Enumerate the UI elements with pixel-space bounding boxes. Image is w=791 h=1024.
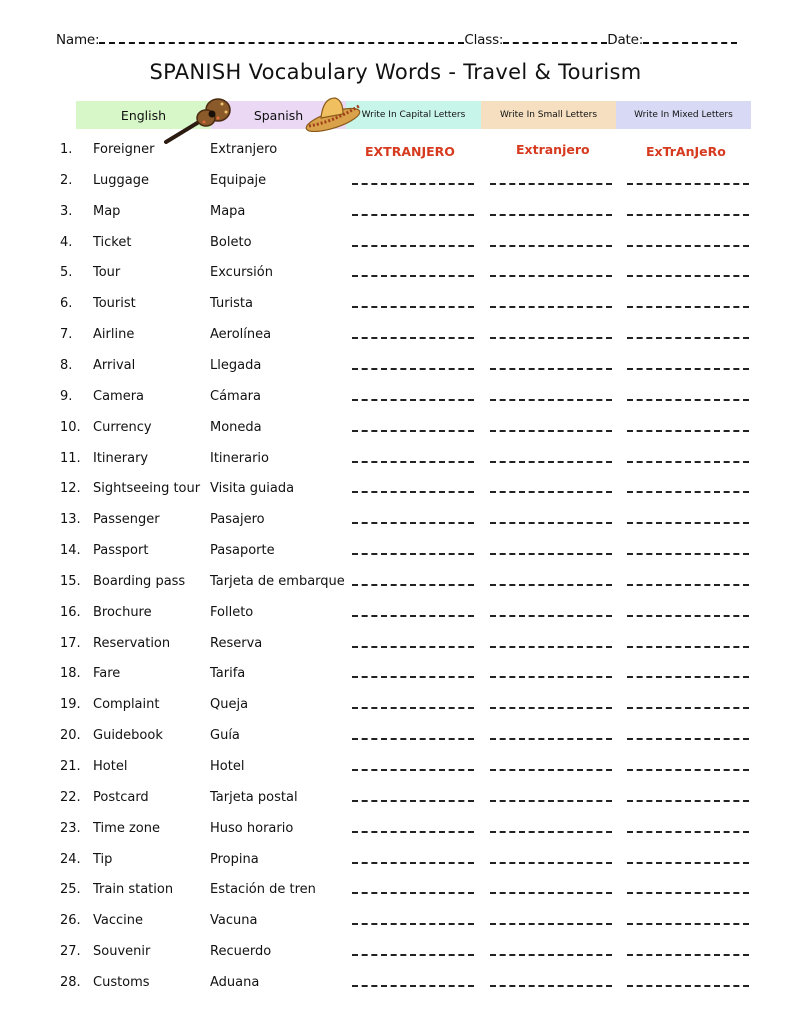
english-word: Passenger bbox=[93, 512, 160, 528]
spanish-word: Aerolínea bbox=[210, 327, 272, 343]
write-mixed-blank[interactable] bbox=[627, 553, 749, 555]
vocab-row bbox=[0, 420, 791, 442]
spanish-word: Folleto bbox=[210, 604, 254, 620]
vocab-row bbox=[0, 728, 791, 750]
name-field[interactable] bbox=[99, 32, 464, 44]
write-mixed-blank[interactable] bbox=[627, 954, 749, 956]
item-number: 7. bbox=[60, 327, 73, 343]
english-word: Map bbox=[93, 203, 121, 219]
vocab-row bbox=[0, 852, 791, 874]
english-word: Sightseeing tour bbox=[93, 481, 201, 497]
write-mixed-blank[interactable] bbox=[627, 183, 749, 185]
english-word: Hotel bbox=[93, 759, 128, 774]
english-word: Passport bbox=[93, 543, 149, 559]
write-capital-blank[interactable] bbox=[352, 337, 474, 339]
english-word: Postcard bbox=[93, 789, 149, 805]
vocab-row bbox=[0, 265, 791, 287]
spanish-word: Turista bbox=[210, 296, 253, 312]
english-word: Foreigner bbox=[93, 142, 155, 157]
vocab-row bbox=[0, 296, 791, 318]
write-small-blank[interactable] bbox=[490, 831, 612, 833]
page-title: SPANISH Vocabulary Words - Travel & Tourism bbox=[149, 60, 642, 84]
write-capital-blank[interactable] bbox=[352, 461, 474, 463]
write-mixed-blank[interactable] bbox=[627, 337, 749, 339]
column-header-label: English bbox=[120, 107, 167, 123]
write-capital-blank[interactable] bbox=[352, 676, 474, 678]
write-small-blank[interactable] bbox=[490, 738, 612, 740]
write-mixed-blank[interactable] bbox=[627, 522, 749, 524]
write-capital-blank[interactable] bbox=[352, 800, 474, 802]
column-header-label: Write In Capital Letters bbox=[361, 110, 466, 120]
write-small-blank[interactable] bbox=[490, 584, 612, 586]
vocab-row bbox=[0, 790, 791, 812]
write-mixed-blank[interactable] bbox=[627, 800, 749, 802]
write-capital-blank[interactable] bbox=[352, 738, 474, 740]
write-small-blank[interactable] bbox=[490, 461, 612, 463]
spanish-word: Reserva bbox=[210, 635, 263, 651]
write-small-blank[interactable] bbox=[490, 800, 612, 802]
item-number: 6. bbox=[60, 296, 73, 312]
write-capital-blank[interactable] bbox=[352, 368, 474, 370]
sombrero-icon bbox=[303, 92, 363, 132]
english-word: Tourist bbox=[93, 296, 136, 312]
spanish-word: Propina bbox=[210, 851, 259, 867]
write-small-blank[interactable] bbox=[490, 923, 612, 925]
write-mixed-blank[interactable] bbox=[627, 985, 749, 987]
spanish-word: Llegada bbox=[210, 357, 262, 373]
column-header-label: Write In Small Letters bbox=[499, 110, 598, 120]
spanish-word: Aduana bbox=[210, 974, 260, 990]
item-number: 3. bbox=[60, 203, 73, 219]
vocab-row bbox=[0, 204, 791, 226]
spanish-word: Recuerdo bbox=[210, 944, 272, 960]
write-small-blank[interactable] bbox=[490, 553, 612, 555]
item-number: 25. bbox=[60, 882, 81, 898]
write-mixed-blank[interactable] bbox=[627, 707, 749, 709]
write-capital-blank[interactable] bbox=[352, 769, 474, 771]
write-capital-blank[interactable] bbox=[352, 183, 474, 185]
english-word: Guidebook bbox=[93, 728, 163, 744]
write-capital-blank[interactable] bbox=[352, 985, 474, 987]
guitar-icon bbox=[160, 92, 240, 148]
column-header-write-in-mixed-letters bbox=[616, 101, 751, 129]
item-number: 18. bbox=[60, 666, 81, 682]
column-header-label: Write In Mixed Letters bbox=[634, 110, 733, 120]
vocab-row bbox=[0, 975, 791, 997]
english-word: Souvenir bbox=[93, 944, 151, 960]
write-capital-blank[interactable] bbox=[352, 584, 474, 586]
write-small-blank[interactable] bbox=[490, 337, 612, 339]
name-label: Name: bbox=[56, 32, 100, 48]
column-header-write-in-capital-letters bbox=[346, 101, 481, 129]
write-capital-blank[interactable] bbox=[352, 430, 474, 432]
english-word: Brochure bbox=[93, 604, 152, 620]
spanish-word: Equipaje bbox=[210, 172, 267, 188]
write-capital-blank[interactable] bbox=[352, 553, 474, 555]
write-capital-blank[interactable] bbox=[352, 491, 474, 493]
item-number: 20. bbox=[60, 728, 81, 744]
item-number: 14. bbox=[60, 543, 81, 559]
write-mixed-blank[interactable] bbox=[627, 831, 749, 833]
write-mixed-blank[interactable] bbox=[627, 676, 749, 678]
vocab-row bbox=[0, 327, 791, 349]
spanish-word: Itinerario bbox=[210, 450, 270, 466]
write-small-blank[interactable] bbox=[490, 985, 612, 987]
class-field[interactable] bbox=[503, 32, 607, 44]
spanish-word: Hotel bbox=[210, 759, 245, 774]
write-mixed-blank[interactable] bbox=[627, 646, 749, 648]
write-small-blank[interactable] bbox=[490, 491, 612, 493]
spanish-word: Tarjeta postal bbox=[210, 789, 298, 805]
item-number: 26. bbox=[60, 913, 81, 929]
write-small-blank[interactable] bbox=[490, 430, 612, 432]
english-word: Tip bbox=[93, 851, 113, 867]
english-word: Luggage bbox=[93, 172, 149, 188]
write-mixed-blank[interactable] bbox=[627, 892, 749, 894]
write-small-blank[interactable] bbox=[490, 646, 612, 648]
item-number: 12. bbox=[60, 481, 81, 497]
column-header-write-in-small-letters bbox=[481, 101, 616, 129]
write-small-blank[interactable] bbox=[490, 368, 612, 370]
example-capital-letters: EXTRANJERO bbox=[365, 144, 455, 159]
vocab-row bbox=[0, 142, 791, 164]
item-number: 19. bbox=[60, 697, 81, 713]
item-number: 16. bbox=[60, 604, 81, 620]
spanish-word: Guía bbox=[210, 728, 240, 744]
item-number: 23. bbox=[60, 820, 81, 836]
write-mixed-blank[interactable] bbox=[627, 923, 749, 925]
spanish-word: Tarifa bbox=[210, 666, 246, 682]
spanish-word: Tarjeta de embarque bbox=[210, 573, 345, 589]
write-capital-blank[interactable] bbox=[352, 831, 474, 833]
write-small-blank[interactable] bbox=[490, 769, 612, 771]
english-word: Itinerary bbox=[93, 450, 149, 466]
item-number: 1. bbox=[60, 142, 73, 157]
item-number: 15. bbox=[60, 573, 81, 589]
write-small-blank[interactable] bbox=[490, 183, 612, 185]
write-small-blank[interactable] bbox=[490, 245, 612, 247]
write-mixed-blank[interactable] bbox=[627, 491, 749, 493]
student-info-line bbox=[56, 32, 737, 48]
write-mixed-blank[interactable] bbox=[627, 862, 749, 864]
vocab-row bbox=[0, 636, 791, 658]
write-small-blank[interactable] bbox=[490, 275, 612, 277]
write-mixed-blank[interactable] bbox=[627, 738, 749, 740]
example-mixed-letters: ExTrAnJeRo bbox=[646, 144, 726, 159]
write-capital-blank[interactable] bbox=[352, 862, 474, 864]
vocab-row bbox=[0, 451, 791, 473]
write-small-blank[interactable] bbox=[490, 707, 612, 709]
item-number: 9. bbox=[60, 388, 73, 404]
write-capital-blank[interactable] bbox=[352, 522, 474, 524]
english-word: Tour bbox=[93, 265, 121, 281]
vocab-row bbox=[0, 358, 791, 380]
vocab-row bbox=[0, 173, 791, 195]
spanish-word: Pasaporte bbox=[210, 543, 275, 559]
item-number: 13. bbox=[60, 512, 81, 528]
english-word: Airline bbox=[93, 327, 135, 343]
write-capital-blank[interactable] bbox=[352, 892, 474, 894]
write-mixed-blank[interactable] bbox=[627, 214, 749, 216]
column-header-label: Spanish bbox=[253, 107, 304, 123]
spanish-word: Cámara bbox=[210, 388, 261, 404]
item-number: 11. bbox=[60, 450, 81, 466]
write-small-blank[interactable] bbox=[490, 676, 612, 678]
vocab-row bbox=[0, 913, 791, 935]
spanish-word: Vacuna bbox=[210, 913, 258, 929]
write-small-blank[interactable] bbox=[490, 522, 612, 524]
spanish-word: Queja bbox=[210, 697, 249, 713]
write-capital-blank[interactable] bbox=[352, 646, 474, 648]
item-number: 27. bbox=[60, 944, 81, 960]
english-word: Reservation bbox=[93, 635, 171, 651]
write-small-blank[interactable] bbox=[490, 399, 612, 401]
vocab-row bbox=[0, 235, 791, 257]
english-word: Boarding pass bbox=[93, 573, 186, 589]
write-capital-blank[interactable] bbox=[352, 275, 474, 277]
item-number: 4. bbox=[60, 234, 73, 250]
item-number: 5. bbox=[60, 265, 73, 281]
write-mixed-blank[interactable] bbox=[627, 615, 749, 617]
write-small-blank[interactable] bbox=[490, 954, 612, 956]
write-capital-blank[interactable] bbox=[352, 707, 474, 709]
vocab-row bbox=[0, 697, 791, 719]
english-word: Customs bbox=[93, 974, 150, 990]
write-small-blank[interactable] bbox=[490, 306, 612, 308]
write-capital-blank[interactable] bbox=[352, 954, 474, 956]
item-number: 2. bbox=[60, 172, 73, 188]
write-mixed-blank[interactable] bbox=[627, 584, 749, 586]
vocab-row bbox=[0, 481, 791, 503]
write-mixed-blank[interactable] bbox=[627, 769, 749, 771]
english-word: Fare bbox=[93, 666, 121, 682]
write-capital-blank[interactable] bbox=[352, 306, 474, 308]
item-number: 22. bbox=[60, 789, 81, 805]
english-word: Train station bbox=[93, 882, 174, 898]
write-capital-blank[interactable] bbox=[352, 245, 474, 247]
write-mixed-blank[interactable] bbox=[627, 430, 749, 432]
vocab-row bbox=[0, 574, 791, 596]
english-word: Currency bbox=[93, 419, 152, 435]
english-word: Complaint bbox=[93, 697, 160, 713]
date-label: Date: bbox=[607, 32, 644, 48]
vocab-row bbox=[0, 759, 791, 781]
write-mixed-blank[interactable] bbox=[627, 275, 749, 277]
vocab-row bbox=[0, 605, 791, 627]
class-label: Class: bbox=[464, 32, 504, 48]
english-word: Vaccine bbox=[93, 913, 143, 929]
vocab-row bbox=[0, 512, 791, 534]
vocab-row bbox=[0, 821, 791, 843]
write-small-blank[interactable] bbox=[490, 214, 612, 216]
vocab-row bbox=[0, 666, 791, 688]
spanish-word: Huso horario bbox=[210, 820, 294, 836]
write-mixed-blank[interactable] bbox=[627, 306, 749, 308]
item-number: 21. bbox=[60, 759, 81, 774]
item-number: 17. bbox=[60, 635, 81, 651]
write-capital-blank[interactable] bbox=[352, 615, 474, 617]
write-capital-blank[interactable] bbox=[352, 923, 474, 925]
spanish-word: Mapa bbox=[210, 203, 246, 219]
write-mixed-blank[interactable] bbox=[627, 399, 749, 401]
vocab-row bbox=[0, 944, 791, 966]
spanish-word: Visita guiada bbox=[210, 481, 295, 497]
spanish-word: Pasajero bbox=[210, 512, 265, 528]
spanish-word: Estación de tren bbox=[210, 882, 316, 898]
english-word: Time zone bbox=[93, 820, 160, 836]
write-capital-blank[interactable] bbox=[352, 399, 474, 401]
example-small-letters: Extranjero bbox=[516, 142, 590, 157]
date-field[interactable] bbox=[643, 32, 737, 44]
english-word: Ticket bbox=[93, 234, 132, 250]
item-number: 24. bbox=[60, 851, 81, 867]
write-mixed-blank[interactable] bbox=[627, 368, 749, 370]
spanish-word: Moneda bbox=[210, 419, 262, 435]
write-small-blank[interactable] bbox=[490, 862, 612, 864]
spanish-word: Excursión bbox=[210, 265, 273, 281]
write-capital-blank[interactable] bbox=[352, 214, 474, 216]
item-number: 28. bbox=[60, 974, 81, 990]
vocab-row bbox=[0, 389, 791, 411]
english-word: Camera bbox=[93, 388, 145, 404]
write-small-blank[interactable] bbox=[490, 615, 612, 617]
vocab-row bbox=[0, 543, 791, 565]
write-small-blank[interactable] bbox=[490, 892, 612, 894]
item-number: 10. bbox=[60, 419, 81, 435]
spanish-word: Boleto bbox=[210, 234, 252, 250]
english-word: Arrival bbox=[93, 357, 136, 373]
vocab-row bbox=[0, 882, 791, 904]
write-mixed-blank[interactable] bbox=[627, 461, 749, 463]
item-number: 8. bbox=[60, 357, 73, 373]
write-mixed-blank[interactable] bbox=[627, 245, 749, 247]
spanish-word: Extranjero bbox=[210, 142, 278, 157]
